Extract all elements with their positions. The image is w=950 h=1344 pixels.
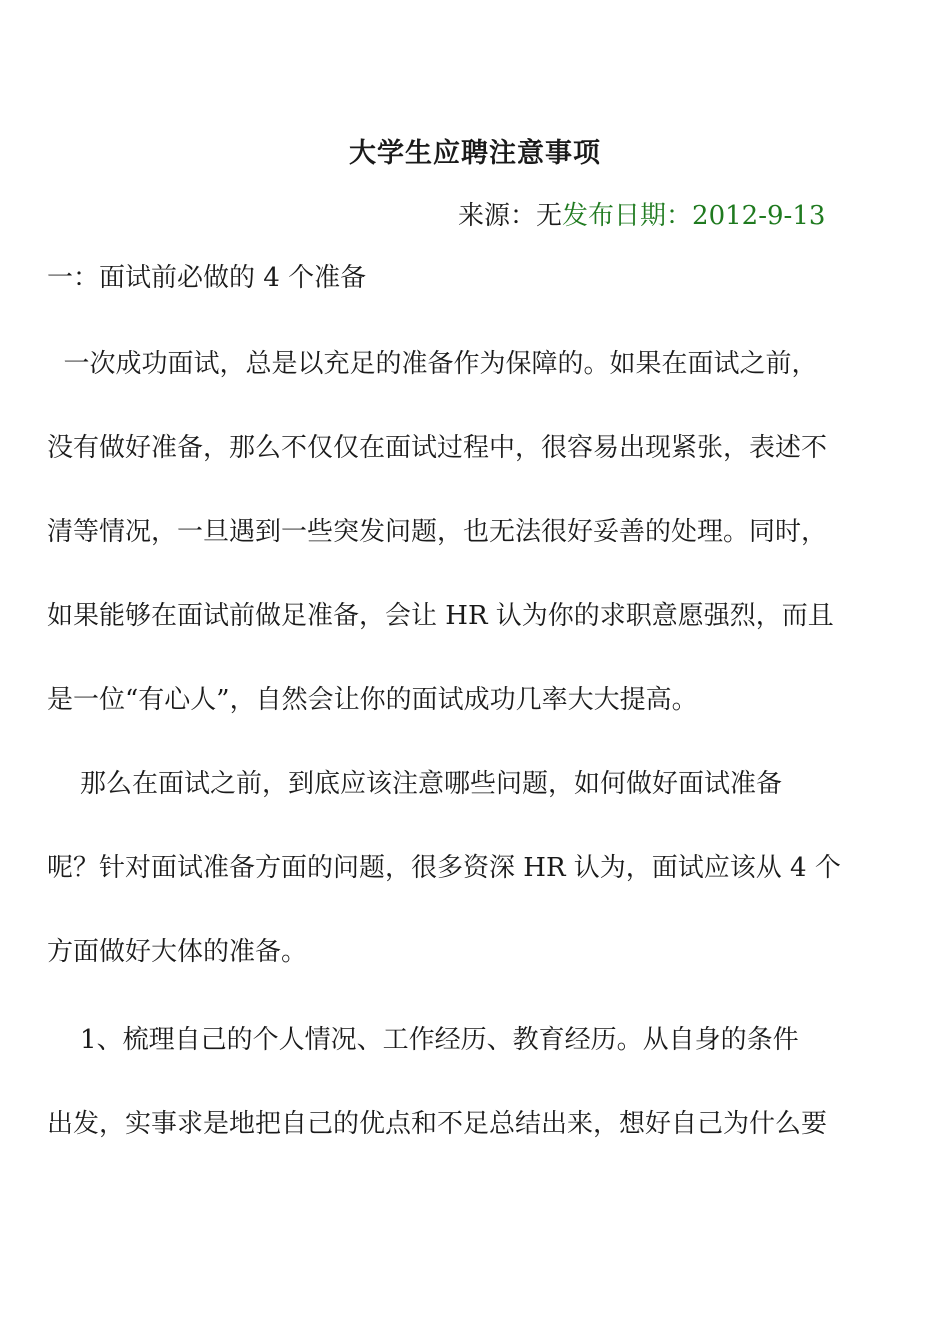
section-heading: 一：面试前必做的 4 个准备 [47,263,367,293]
paragraph-line: 出发，实事求是地把自己的优点和不足总结出来，想好自己为什么要 [47,1109,828,1139]
paragraph-line: 1、梳理自己的个人情况、工作经历、教育经历。从自身的条件 [47,1025,799,1055]
document-meta [458,196,928,236]
document-title: 大学生应聘注意事项 [349,138,601,169]
publish-date-value: 2012-9-13 [692,201,826,231]
paragraph [47,742,917,994]
paragraph [47,998,917,1166]
paragraph-line: 没有做好准备，那么不仅仅在面试过程中，很容易出现紧张，表述不 [47,433,828,463]
paragraph-line: 一次成功面试，总是以充足的准备作为保障的。如果在面试之前， [47,349,818,379]
paragraph [47,322,917,742]
paragraph-line: 方面做好大体的准备。 [47,937,308,967]
paragraph-line: 如果能够在面试前做足准备，会让 HR 认为你的求职意愿强烈，而且 [47,601,834,631]
source-label: 来源： [458,201,537,231]
source-value: 无 [536,201,563,231]
paragraph-line: 呢？针对面试准备方面的问题，很多资深 HR 认为，面试应该从 4 个 [47,853,841,883]
paragraph-line: 那么在面试之前，到底应该注意哪些问题，如何做好面试准备 [47,769,783,799]
publish-date-label: 发布日期： [562,201,693,231]
paragraph-line: 清等情况，一旦遇到一些突发问题，也无法很好妥善的处理。同时， [47,517,828,547]
paragraph-line: 是一位“有心人”，自然会让你的面试成功几率大大提高。 [47,685,698,715]
